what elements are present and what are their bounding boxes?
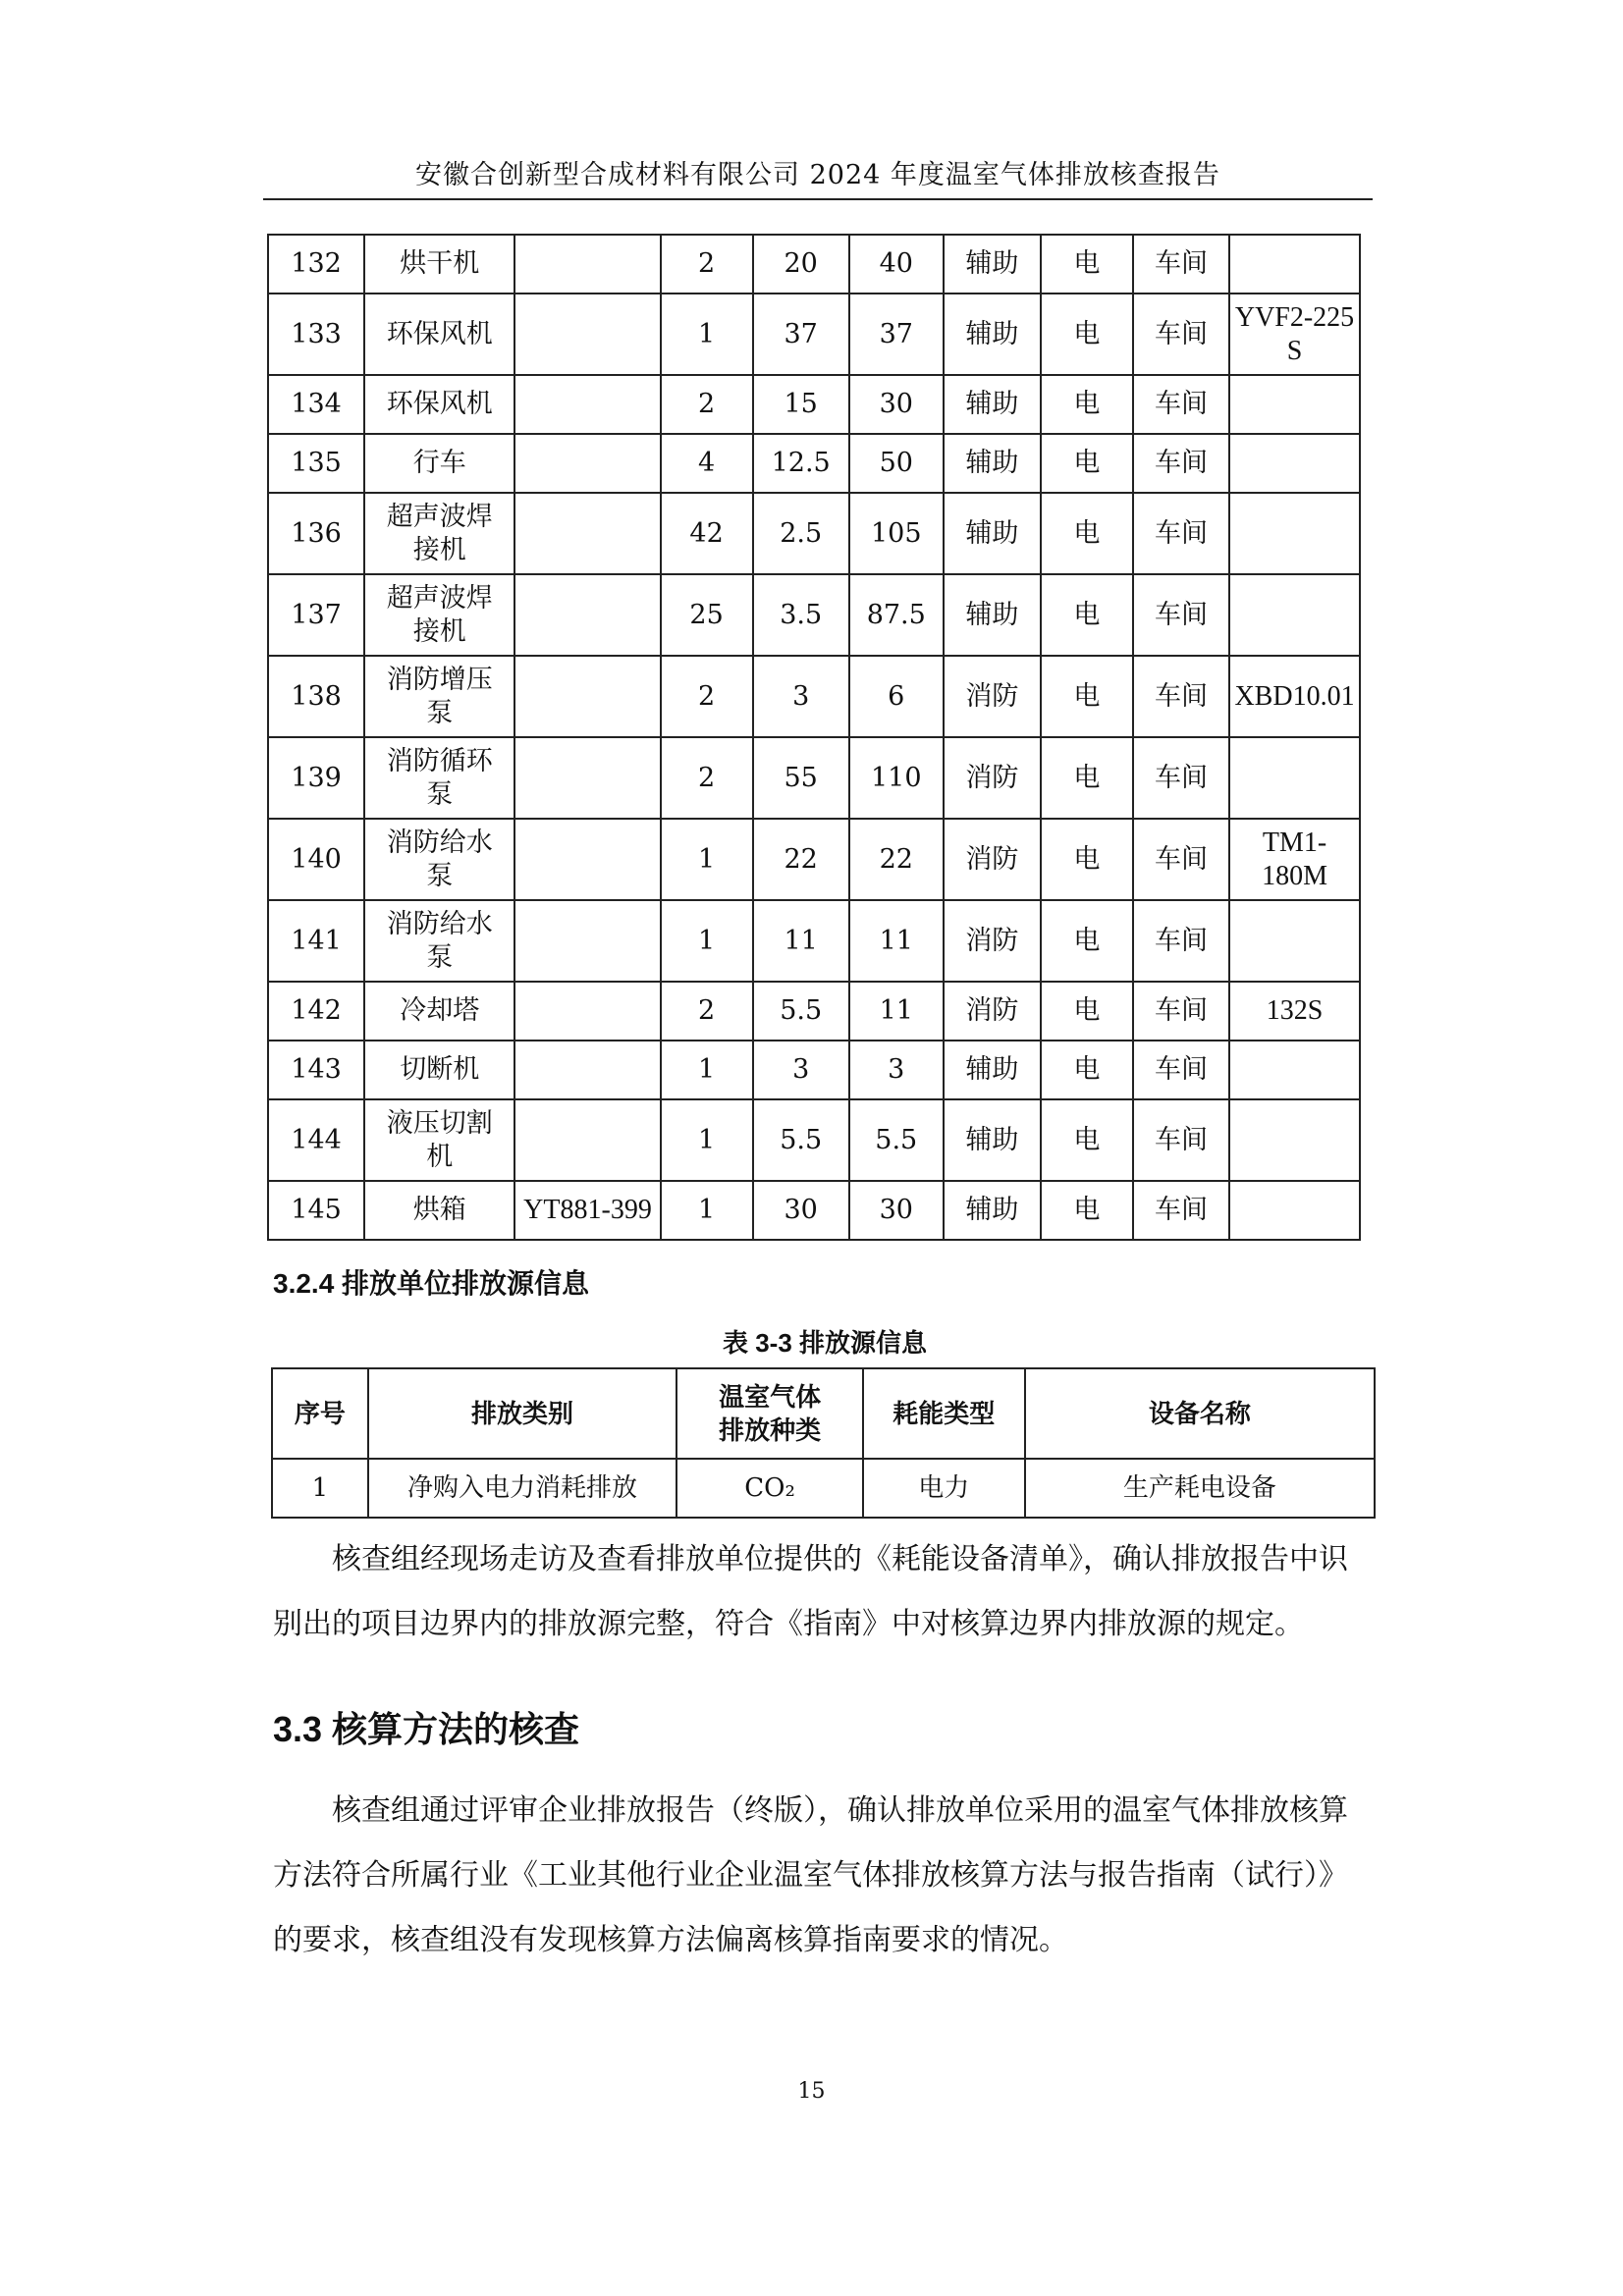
equipment-cell-model: XBD10.01: [1229, 656, 1360, 737]
equipment-cell-qty: 42: [661, 493, 753, 574]
equipment-cell-power: 2.5: [753, 493, 849, 574]
equipment-cell-model: [1229, 434, 1360, 493]
equipment-cell-name: 消防给水 泵: [364, 900, 514, 982]
equipment-cell-model: [1229, 1041, 1360, 1099]
equipment-cell-spec: [514, 574, 660, 656]
equipment-cell-no: 136: [268, 493, 364, 574]
equipment-cell-qty: 2: [661, 656, 753, 737]
equipment-cell-no: 138: [268, 656, 364, 737]
method-verification-paragraph: 核查组通过评审企业排放报告（终版），确认排放单位采用的温室气体排放核算方法符合所属行业《工业其他行业企业温室气体排放核算方法与报告指南（试行）》的要求，核查组没有发现核算方法偏离核算指南要求的情况。: [273, 1793, 1348, 1957]
equipment-cell-name: 消防增压 泵: [364, 656, 514, 737]
equipment-cell-name: 环保风机: [364, 294, 514, 375]
equipment-cell-power: 5.5: [753, 1099, 849, 1181]
header-equipment-name: 设备名称: [1025, 1368, 1375, 1459]
equipment-cell-category: 辅助: [944, 1041, 1041, 1099]
equipment-cell-qty: 2: [661, 375, 753, 434]
equipment-cell-no: 143: [268, 1041, 364, 1099]
equipment-cell-qty: 2: [661, 982, 753, 1041]
equipment-table: [267, 234, 1361, 1241]
equipment-cell-category: 消防: [944, 819, 1041, 900]
equipment-row: [268, 493, 1360, 574]
equipment-cell-power: 22: [753, 819, 849, 900]
cell-no: 1: [272, 1459, 368, 1518]
equipment-cell-name: 消防循环 泵: [364, 737, 514, 819]
equipment-cell-spec: [514, 1041, 660, 1099]
equipment-cell-energy: 电: [1041, 235, 1133, 294]
equipment-cell-energy: 电: [1041, 982, 1133, 1041]
equipment-cell-category: 辅助: [944, 294, 1041, 375]
emission-source-header-row: [272, 1368, 1375, 1459]
section-3-3-heading: 3.3 核算方法的核查: [273, 1709, 580, 1749]
equipment-row: [268, 375, 1360, 434]
equipment-cell-location: 车间: [1133, 1099, 1229, 1181]
equipment-cell-name: 烘干机: [364, 235, 514, 294]
equipment-cell-spec: [514, 982, 660, 1041]
equipment-cell-energy: 电: [1041, 819, 1133, 900]
equipment-cell-total: 22: [849, 819, 944, 900]
equipment-cell-energy: 电: [1041, 434, 1133, 493]
equipment-cell-total: 50: [849, 434, 944, 493]
equipment-cell-category: 辅助: [944, 235, 1041, 294]
equipment-cell-energy: 电: [1041, 493, 1133, 574]
equipment-cell-no: 137: [268, 574, 364, 656]
equipment-cell-spec: [514, 235, 660, 294]
equipment-cell-spec: [514, 434, 660, 493]
equipment-cell-power: 3: [753, 656, 849, 737]
cell-equipment-name: 生产耗电设备: [1025, 1459, 1375, 1518]
equipment-cell-no: 142: [268, 982, 364, 1041]
equipment-cell-location: 车间: [1133, 982, 1229, 1041]
equipment-cell-category: 消防: [944, 900, 1041, 982]
equipment-cell-spec: [514, 656, 660, 737]
equipment-cell-category: 消防: [944, 982, 1041, 1041]
equipment-cell-qty: 1: [661, 819, 753, 900]
equipment-cell-category: 消防: [944, 656, 1041, 737]
equipment-cell-no: 140: [268, 819, 364, 900]
equipment-cell-category: 辅助: [944, 1099, 1041, 1181]
equipment-row: [268, 737, 1360, 819]
equipment-cell-spec: [514, 375, 660, 434]
equipment-cell-qty: 2: [661, 737, 753, 819]
equipment-cell-location: 车间: [1133, 900, 1229, 982]
equipment-cell-power: 12.5: [753, 434, 849, 493]
equipment-cell-total: 6: [849, 656, 944, 737]
equipment-cell-spec: [514, 294, 660, 375]
equipment-row: [268, 982, 1360, 1041]
header-energy-type: 耗能类型: [863, 1368, 1025, 1459]
equipment-row: [268, 656, 1360, 737]
equipment-row: [268, 1099, 1360, 1181]
cell-emission-category: 净购入电力消耗排放: [368, 1459, 676, 1518]
equipment-cell-location: 车间: [1133, 656, 1229, 737]
equipment-cell-total: 37: [849, 294, 944, 375]
equipment-cell-power: 30: [753, 1181, 849, 1240]
equipment-row: [268, 900, 1360, 982]
equipment-cell-qty: 1: [661, 1099, 753, 1181]
equipment-cell-no: 141: [268, 900, 364, 982]
equipment-cell-total: 30: [849, 1181, 944, 1240]
source-verification-paragraph: 核查组经现场走访及查看排放单位提供的《耗能设备清单》，确认排放报告中识别出的项目边界内的排放源完整，符合《指南》中对核算边界内排放源的规定。: [273, 1542, 1348, 1641]
equipment-cell-energy: 电: [1041, 1041, 1133, 1099]
equipment-cell-model: [1229, 737, 1360, 819]
equipment-cell-total: 105: [849, 493, 944, 574]
equipment-cell-spec: [514, 819, 660, 900]
equipment-cell-total: 30: [849, 375, 944, 434]
equipment-cell-location: 车间: [1133, 1181, 1229, 1240]
header-no: 序号: [272, 1368, 368, 1459]
equipment-cell-spec: [514, 1099, 660, 1181]
equipment-cell-power: 3.5: [753, 574, 849, 656]
cell-ghg-type: CO₂: [676, 1459, 863, 1518]
equipment-cell-model: [1229, 1099, 1360, 1181]
report-header-title: 安徽合创新型合成材料有限公司 2024 年度温室气体排放核查报告: [415, 160, 1220, 190]
equipment-row: [268, 235, 1360, 294]
equipment-cell-name: 消防给水 泵: [364, 819, 514, 900]
equipment-cell-spec: [514, 493, 660, 574]
equipment-cell-model: [1229, 375, 1360, 434]
equipment-cell-name: 超声波焊 接机: [364, 574, 514, 656]
equipment-cell-model: 132S: [1229, 982, 1360, 1041]
equipment-cell-spec: YT881-399: [514, 1181, 660, 1240]
equipment-row: [268, 819, 1360, 900]
equipment-cell-model: [1229, 1181, 1360, 1240]
equipment-row: [268, 294, 1360, 375]
equipment-cell-category: 辅助: [944, 493, 1041, 574]
equipment-cell-location: 车间: [1133, 434, 1229, 493]
equipment-cell-qty: 1: [661, 294, 753, 375]
equipment-cell-model: [1229, 235, 1360, 294]
equipment-cell-model: [1229, 574, 1360, 656]
equipment-cell-qty: 1: [661, 1041, 753, 1099]
emission-source-row: [272, 1459, 1375, 1518]
equipment-cell-energy: 电: [1041, 656, 1133, 737]
equipment-cell-category: 辅助: [944, 375, 1041, 434]
equipment-row: [268, 434, 1360, 493]
equipment-cell-power: 11: [753, 900, 849, 982]
equipment-cell-total: 110: [849, 737, 944, 819]
equipment-cell-category: 消防: [944, 737, 1041, 819]
equipment-cell-name: 烘箱: [364, 1181, 514, 1240]
equipment-cell-no: 139: [268, 737, 364, 819]
equipment-cell-no: 135: [268, 434, 364, 493]
header-divider: [263, 198, 1373, 200]
emission-source-table: [271, 1367, 1376, 1519]
equipment-cell-qty: 1: [661, 900, 753, 982]
equipment-cell-energy: 电: [1041, 574, 1133, 656]
header-emission-category: 排放类别: [368, 1368, 676, 1459]
equipment-cell-energy: 电: [1041, 1181, 1133, 1240]
equipment-cell-no: 144: [268, 1099, 364, 1181]
equipment-cell-energy: 电: [1041, 294, 1133, 375]
equipment-table-body: [268, 235, 1360, 1240]
equipment-cell-model: YVF2-225 S: [1229, 294, 1360, 375]
equipment-row: [268, 574, 1360, 656]
equipment-cell-location: 车间: [1133, 493, 1229, 574]
equipment-cell-total: 40: [849, 235, 944, 294]
equipment-cell-qty: 2: [661, 235, 753, 294]
equipment-cell-model: [1229, 900, 1360, 982]
equipment-cell-name: 行车: [364, 434, 514, 493]
equipment-cell-no: 133: [268, 294, 364, 375]
equipment-cell-energy: 电: [1041, 1099, 1133, 1181]
equipment-cell-location: 车间: [1133, 235, 1229, 294]
equipment-cell-energy: 电: [1041, 375, 1133, 434]
equipment-cell-location: 车间: [1133, 294, 1229, 375]
equipment-row: [268, 1041, 1360, 1099]
equipment-cell-power: 15: [753, 375, 849, 434]
equipment-cell-spec: [514, 900, 660, 982]
equipment-cell-location: 车间: [1133, 737, 1229, 819]
equipment-cell-name: 切断机: [364, 1041, 514, 1099]
equipment-cell-category: 辅助: [944, 574, 1041, 656]
header-ghg-type: 温室气体 排放种类: [676, 1368, 863, 1459]
equipment-cell-location: 车间: [1133, 819, 1229, 900]
equipment-cell-no: 132: [268, 235, 364, 294]
equipment-cell-category: 辅助: [944, 434, 1041, 493]
equipment-cell-total: 87.5: [849, 574, 944, 656]
equipment-cell-energy: 电: [1041, 900, 1133, 982]
equipment-cell-model: TM1-180M: [1229, 819, 1360, 900]
equipment-cell-category: 辅助: [944, 1181, 1041, 1240]
equipment-cell-total: 3: [849, 1041, 944, 1099]
equipment-cell-location: 车间: [1133, 375, 1229, 434]
equipment-row: [268, 1181, 1360, 1240]
equipment-cell-name: 液压切割 机: [364, 1099, 514, 1181]
equipment-cell-spec: [514, 737, 660, 819]
equipment-cell-name: 超声波焊 接机: [364, 493, 514, 574]
equipment-cell-qty: 1: [661, 1181, 753, 1240]
equipment-cell-model: [1229, 493, 1360, 574]
equipment-cell-power: 37: [753, 294, 849, 375]
equipment-cell-total: 11: [849, 900, 944, 982]
equipment-cell-name: 冷却塔: [364, 982, 514, 1041]
equipment-cell-qty: 25: [661, 574, 753, 656]
page-number: 15: [797, 2079, 826, 2104]
equipment-cell-no: 134: [268, 375, 364, 434]
equipment-cell-location: 车间: [1133, 574, 1229, 656]
section-3-2-4-heading: 3.2.4 排放单位排放源信息: [273, 1268, 590, 1299]
equipment-cell-qty: 4: [661, 434, 753, 493]
equipment-cell-total: 11: [849, 982, 944, 1041]
equipment-cell-power: 55: [753, 737, 849, 819]
equipment-cell-power: 20: [753, 235, 849, 294]
equipment-cell-name: 环保风机: [364, 375, 514, 434]
equipment-cell-no: 145: [268, 1181, 364, 1240]
equipment-cell-total: 5.5: [849, 1099, 944, 1181]
cell-energy-type: 电力: [863, 1459, 1025, 1518]
equipment-cell-power: 3: [753, 1041, 849, 1099]
equipment-cell-energy: 电: [1041, 737, 1133, 819]
table-3-3-caption: 表 3-3 排放源信息: [722, 1328, 928, 1358]
equipment-cell-location: 车间: [1133, 1041, 1229, 1099]
equipment-cell-power: 5.5: [753, 982, 849, 1041]
